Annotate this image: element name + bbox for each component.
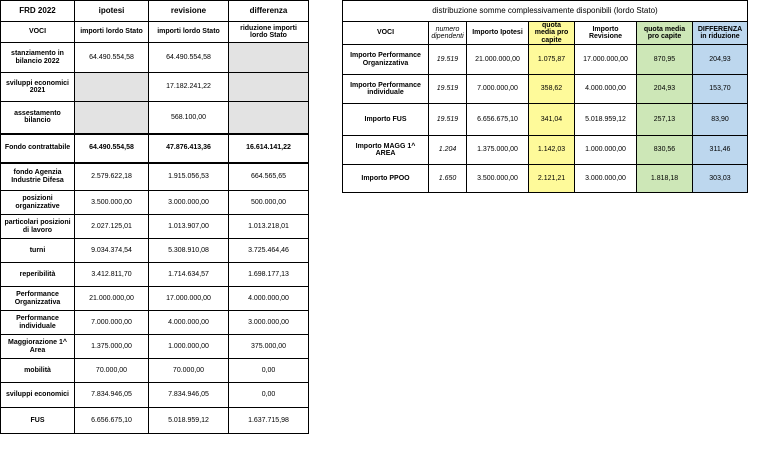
cell-quota-revisione: 870,95: [637, 45, 693, 75]
cell-ipotesi: 2.027.125,01: [75, 215, 149, 239]
cell-differenza: 311,46: [693, 136, 748, 165]
cell-revisione: 1.013.907,00: [149, 215, 229, 239]
cell-quota-ipotesi: 2.121,21: [529, 165, 575, 193]
header-revisione: revisione: [149, 1, 229, 22]
cell-importo-revisione: 17.000.000,00: [575, 45, 637, 75]
cell-differenza: 0,00: [229, 383, 309, 408]
cell-importo-revisione: 4.000.000,00: [575, 75, 637, 104]
cell-ipotesi: 64.490.554,58: [75, 43, 149, 73]
row-label: sviluppi economici 2021: [1, 73, 75, 102]
cell-revisione: 17.000.000,00: [149, 287, 229, 311]
cell-ipotesi: [75, 73, 149, 102]
cell-differenza: [229, 73, 309, 102]
cell-differenza: [229, 43, 309, 73]
table-row: [1, 383, 309, 408]
cell-quota-ipotesi: 341,04: [529, 104, 575, 136]
distribuzione-title: distribuzione somme complessivamente disponibili (lordo Stato): [343, 1, 748, 22]
cell-differenza: 83,90: [693, 104, 748, 136]
cell-revisione: 5.018.959,12: [149, 408, 229, 434]
subheader-differenza: riduzione importi lordo Stato: [229, 22, 309, 43]
table-row: [1, 102, 309, 134]
cell-dipendenti: 19.519: [429, 104, 467, 136]
cell-dipendenti: 19.519: [429, 45, 467, 75]
table-row: [1, 335, 309, 359]
cell-revisione: 568.100,00: [149, 102, 229, 134]
cell-differenza: [229, 102, 309, 134]
row-label: particolari posizioni di lavoro: [1, 215, 75, 239]
table-row: [343, 136, 748, 165]
cell-revisione: 5.308.910,08: [149, 239, 229, 263]
row-label: Importo Performance individuale: [343, 75, 429, 104]
header-differenza: differenza: [229, 1, 309, 22]
cell-differenza: 1.013.218,01: [229, 215, 309, 239]
cell-importo-ipotesi: 1.375.000,00: [467, 136, 529, 165]
table-row: [343, 165, 748, 193]
header-voci: VOCI: [343, 22, 429, 45]
cell-dipendenti: 1.204: [429, 136, 467, 165]
cell-ipotesi: 3.412.811,70: [75, 263, 149, 287]
row-label: sviluppi economici: [1, 383, 75, 408]
header-importo-ipotesi: Importo Ipotesi: [467, 22, 529, 45]
header-ipotesi: ipotesi: [75, 1, 149, 22]
header-importo-revisione: Importo Revisione: [575, 22, 637, 45]
cell-revisione: 3.000.000,00: [149, 191, 229, 215]
cell-revisione: 4.000.000,00: [149, 311, 229, 335]
cell-quota-ipotesi: 358,62: [529, 75, 575, 104]
header-differenza: DIFFERENZA in riduzione: [693, 22, 748, 45]
row-label: Importo PPOO: [343, 165, 429, 193]
table-row: [1, 311, 309, 335]
cell-importo-ipotesi: 21.000.000,00: [467, 45, 529, 75]
cell-differenza: 3.725.464,46: [229, 239, 309, 263]
cell-differenza: 204,93: [693, 45, 748, 75]
row-label: Importo FUS: [343, 104, 429, 136]
cell-ipotesi: 21.000.000,00: [75, 287, 149, 311]
cell-revisione: 1.714.634,57: [149, 263, 229, 287]
cell-ipotesi: 3.500.000,00: [75, 191, 149, 215]
table-row: [1, 73, 309, 102]
cell-importo-revisione: 1.000.000,00: [575, 136, 637, 165]
row-label: mobilità: [1, 359, 75, 383]
cell-differenza: 500.000,00: [229, 191, 309, 215]
cell-importo-ipotesi: 3.500.000,00: [467, 165, 529, 193]
row-label: Performance individuale: [1, 311, 75, 335]
cell-revisione: 64.490.554,58: [149, 43, 229, 73]
cell-ipotesi: 1.375.000,00: [75, 335, 149, 359]
cell-differenza: 375.000,00: [229, 335, 309, 359]
cell-quota-ipotesi: 1.075,87: [529, 45, 575, 75]
table-row: [343, 104, 748, 136]
row-label: assestamento bilancio: [1, 102, 75, 134]
row-label: Fondo contrattabile: [1, 134, 75, 163]
subheader-voci: VOCI: [1, 22, 75, 43]
cell-differenza: 303,03: [693, 165, 748, 193]
row-label: reperibilità: [1, 263, 75, 287]
cell-ipotesi: 70.000,00: [75, 359, 149, 383]
cell-importo-ipotesi: 6.656.675,10: [467, 104, 529, 136]
cell-importo-revisione: 5.018.959,12: [575, 104, 637, 136]
cell-revisione: 1.915.056,53: [149, 163, 229, 191]
table-row: [1, 359, 309, 383]
cell-ipotesi: 64.490.554,58: [75, 134, 149, 163]
cell-quota-revisione: 257,13: [637, 104, 693, 136]
row-label: stanziamento in bilancio 2022: [1, 43, 75, 73]
cell-quota-revisione: 204,93: [637, 75, 693, 104]
row-label: FUS: [1, 408, 75, 434]
cell-ipotesi: [75, 102, 149, 134]
subheader-ipotesi: importi lordo Stato: [75, 22, 149, 43]
cell-quota-ipotesi: 1.142,03: [529, 136, 575, 165]
table-row: [1, 43, 309, 73]
cell-revisione: 70.000,00: [149, 359, 229, 383]
header-numero-dipendenti: numero dipendenti: [429, 22, 467, 45]
cell-revisione: 17.182.241,22: [149, 73, 229, 102]
cell-ipotesi: 2.579.622,18: [75, 163, 149, 191]
cell-importo-revisione: 3.000.000,00: [575, 165, 637, 193]
subheader-revisione: importi lordo Stato: [149, 22, 229, 43]
row-label: Maggiorazione 1^ Area: [1, 335, 75, 359]
cell-differenza: 664.565,65: [229, 163, 309, 191]
table-row: [1, 239, 309, 263]
row-label: Importo MAGG 1^ AREA: [343, 136, 429, 165]
header-quota-ipotesi: quota media pro capite: [529, 22, 575, 45]
cell-ipotesi: 9.034.374,54: [75, 239, 149, 263]
cell-ipotesi: 7.834.946,05: [75, 383, 149, 408]
cell-revisione: 47.876.413,36: [149, 134, 229, 163]
cell-ipotesi: 6.656.675,10: [75, 408, 149, 434]
cell-revisione: 1.000.000,00: [149, 335, 229, 359]
cell-importo-ipotesi: 7.000.000,00: [467, 75, 529, 104]
header-frd: FRD 2022: [1, 1, 75, 22]
table-row: [1, 263, 309, 287]
cell-differenza: 1.698.177,13: [229, 263, 309, 287]
cell-differenza: 1.637.715,98: [229, 408, 309, 434]
table-row: [343, 75, 748, 104]
table-row: [1, 287, 309, 311]
row-label: turni: [1, 239, 75, 263]
table-row: [1, 163, 309, 191]
cell-revisione: 7.834.946,05: [149, 383, 229, 408]
cell-differenza: 3.000.000,00: [229, 311, 309, 335]
cell-differenza: 4.000.000,00: [229, 287, 309, 311]
row-label: fondo Agenzia Industrie Difesa: [1, 163, 75, 191]
cell-quota-revisione: 830,56: [637, 136, 693, 165]
table-row-total: [1, 134, 309, 163]
cell-differenza: 16.614.141,22: [229, 134, 309, 163]
cell-dipendenti: 1.650: [429, 165, 467, 193]
cell-dipendenti: 19.519: [429, 75, 467, 104]
table-row: [1, 215, 309, 239]
row-label: Performance Organizzativa: [1, 287, 75, 311]
cell-differenza: 0,00: [229, 359, 309, 383]
cell-differenza: 153,70: [693, 75, 748, 104]
distribuzione-table: [342, 0, 748, 193]
table-row: [343, 45, 748, 75]
frd-2022-table: [0, 0, 309, 434]
cell-ipotesi: 7.000.000,00: [75, 311, 149, 335]
table-row: [1, 408, 309, 434]
cell-quota-revisione: 1.818,18: [637, 165, 693, 193]
header-quota-revisione: quota media pro capite: [637, 22, 693, 45]
row-label: posizioni organizzative: [1, 191, 75, 215]
table-row: [1, 191, 309, 215]
row-label: Importo Performance Organizzativa: [343, 45, 429, 75]
